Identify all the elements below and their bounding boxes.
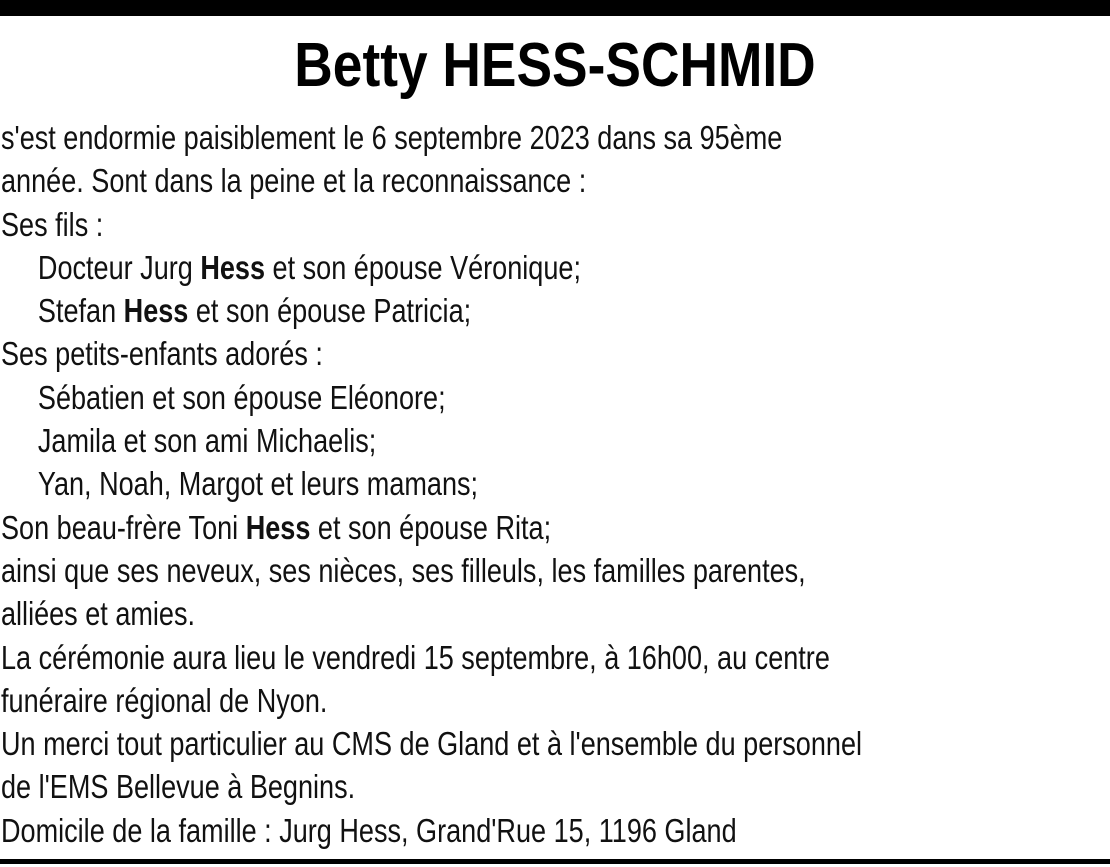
- son-entry-suffix: et son épouse Patricia;: [188, 292, 472, 330]
- son-entry-suffix: et son épouse Véronique;: [265, 248, 581, 286]
- obituary-line: alliées et amies.: [1, 595, 196, 633]
- brother-in-law-prefix: Son beau-frère Toni: [1, 508, 246, 546]
- ceremony-info: La cérémonie aura lieu le vendredi 15 septembre, à 16h00, au centre: [1, 638, 830, 676]
- top-border-rule: [0, 0, 1110, 16]
- ceremony-info: funéraire régional de Nyon.: [1, 681, 328, 719]
- grandchild-entry: Sébatien et son épouse Eléonore;: [37, 378, 446, 416]
- grandchild-entry: Yan, Noah, Margot et leurs mamans;: [37, 465, 479, 503]
- obituary-line: s'est endormie paisiblement le 6 septembre 2023 dans sa 95ème: [1, 119, 783, 156]
- obituary-line: ainsi que ses neveux, ses nièces, ses filleuls, les familles parentes,: [1, 551, 806, 589]
- son-entry: [1, 246, 985, 289]
- grandchild-entry: Jamila et son ami Michaelis;: [37, 422, 377, 460]
- thanks-note: Un merci tout particulier au CMS de Gland et à l'ensemble du personnel: [1, 725, 863, 763]
- obituary-body: [1, 116, 985, 852]
- son-entry-prefix: Stefan: [37, 292, 124, 330]
- brother-in-law-entry: [1, 506, 985, 549]
- brother-in-law-surname: Hess: [245, 508, 311, 546]
- bottom-border-rule: [0, 859, 1110, 864]
- son-entry: [1, 289, 985, 332]
- sons-heading: Ses fils :: [1, 205, 104, 243]
- obituary-line: année. Sont dans la peine et la reconnaissance :: [1, 162, 587, 200]
- son-entry-prefix: Docteur Jurg: [37, 248, 201, 286]
- thanks-note: de l'EMS Bellevue à Begnins.: [1, 768, 356, 806]
- deceased-name-title: Betty HESS-SCHMID: [294, 31, 816, 100]
- son-entry-surname: Hess: [123, 292, 189, 330]
- grandchildren-heading: Ses petits-enfants adorés :: [1, 335, 323, 373]
- brother-in-law-suffix: et son épouse Rita;: [310, 508, 552, 546]
- family-address: Domicile de la famille : Jurg Hess, Grand'Rue 15, 1196 Gland: [1, 811, 737, 849]
- son-entry-surname: Hess: [200, 248, 266, 286]
